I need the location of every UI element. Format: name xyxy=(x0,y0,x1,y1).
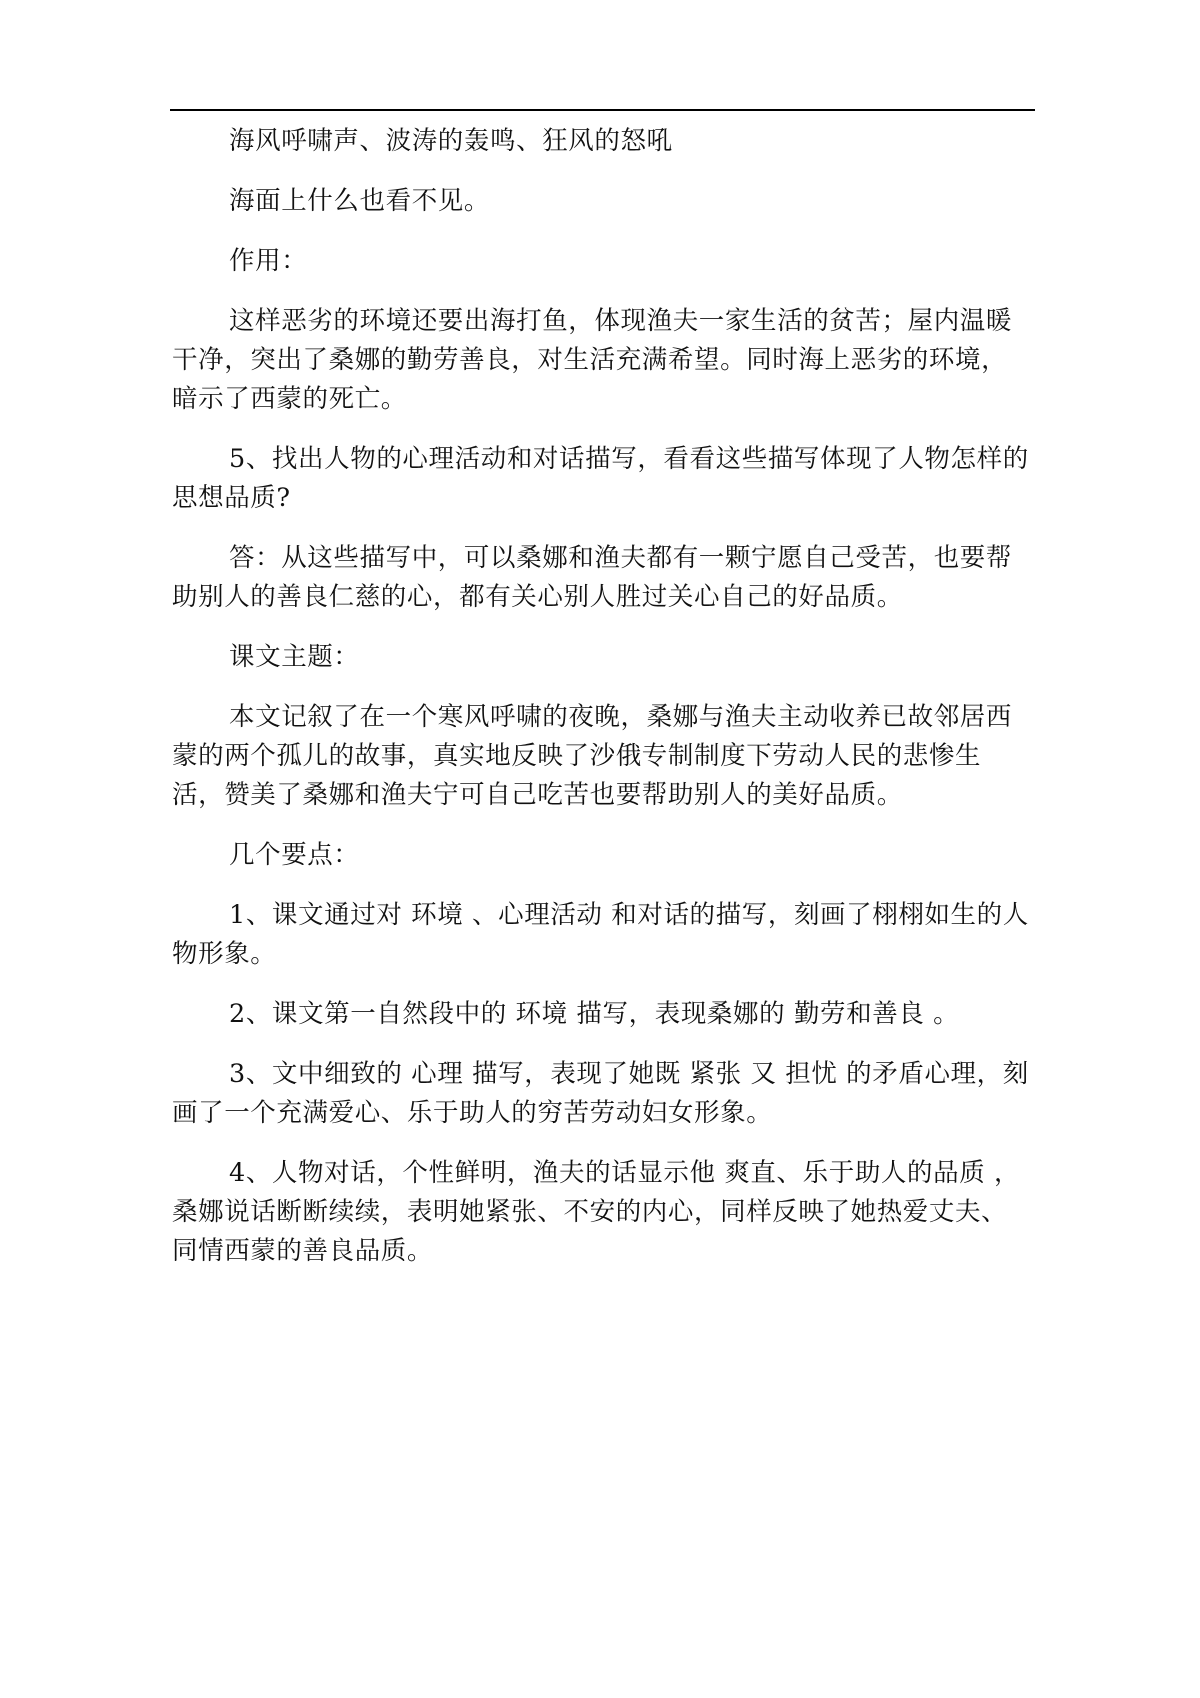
paragraph-5: 5、找出人物的心理活动和对话描写，看看这些描写体现了人物怎样的思想品质? xyxy=(172,444,1029,513)
paragraph-8: 本文记叙了在一个寒风呼啸的夜晚，桑娜与渔夫主动收养已故邻居西蒙的两个孤儿的故事，真实地反映了沙俄专制制度下劳动人民的悲惨生活，赞美了桑娜和渔夫宁可自己吃苦也要帮助别人的美好品质。 xyxy=(172,702,1013,810)
paragraph-3: 作用： xyxy=(229,246,308,276)
paragraph-13: 4、人物对话，个性鲜明，渔夫的话显示他 爽直、乐于助人的品质 ，桑娜说话断断续续，表明她紧张、不安的内心，同样反映了她热爱丈夫、同情西蒙的善良品质。 xyxy=(172,1158,1021,1266)
paragraph-9: 几个要点： xyxy=(229,840,360,870)
paragraph-6: 答：从这些描写中，可以桑娜和渔夫都有一颗宁愿自己受苦，也要帮助别人的善良仁慈的心，都有关心别人胜过关心自己的好品质。 xyxy=(172,543,1013,612)
paragraph-7: 课文主题： xyxy=(229,642,360,672)
paragraph-1: 海风呼啸声、波涛的轰鸣、狂风的怒吼 xyxy=(229,126,673,156)
paragraph-10: 1、课文通过对 环境 、心理活动 和对话的描写，刻画了栩栩如生的人物形象。 xyxy=(172,900,1029,969)
paragraph-4: 这样恶劣的环境还要出海打鱼，体现渔夫一家生活的贫苦；屋内温暖干净，突出了桑娜的勤劳善良，对生活充满希望。同时海上恶劣的环境，暗示了西蒙的死亡。 xyxy=(172,306,1013,414)
paragraph-2: 海面上什么也看不见。 xyxy=(229,186,491,216)
document-body xyxy=(172,122,1032,1292)
paragraph-11: 2、课文第一自然段中的 环境 描写，表现桑娜的 勤劳和善良 。 xyxy=(229,999,960,1029)
header-rule xyxy=(170,109,1035,111)
paragraph-12: 3、文中细致的 心理 描写，表现了她既 紧张 又 担忧 的矛盾心理，刻画了一个充满爱心、乐于助人的穷苦劳动妇女形象。 xyxy=(172,1059,1029,1128)
